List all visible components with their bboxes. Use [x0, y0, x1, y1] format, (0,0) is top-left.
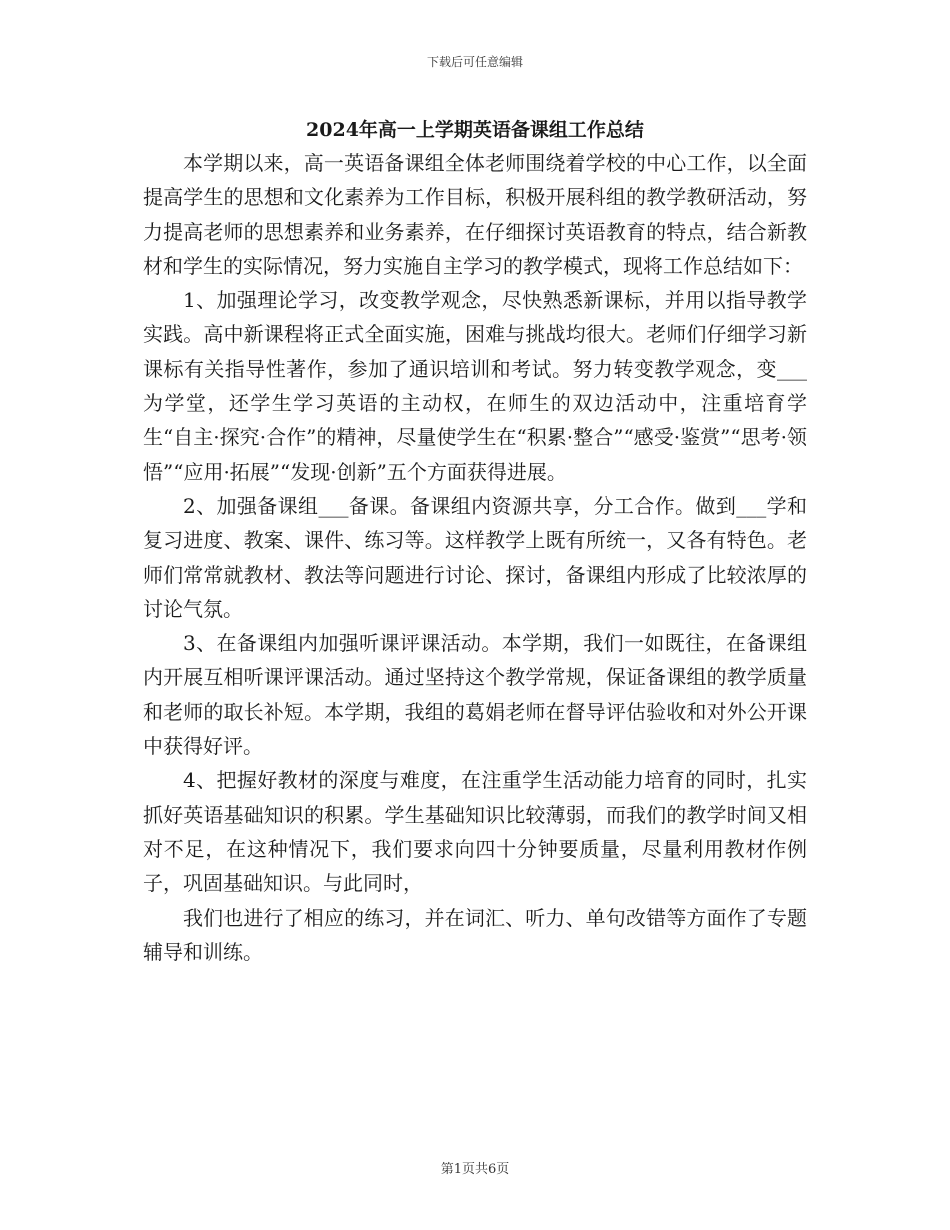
page-header: 下载后可任意编辑 — [426, 55, 523, 69]
intro-paragraph: 本学期以来，高一英语备课组全体老师围绕着学校的中心工作，以全面提高学生的思想和文化素养为工作目标，积极开展科组的教学教研活动，努力提高老师的思想素养和业务素养，在仔细探讨英语教育的特点，结合新教材和学生的实际情况，努力实施自主学习的教学模式，现将工作总结如下： — [143, 151, 807, 278]
document-title: 2024年高一上学期英语备课组工作总结 — [306, 119, 644, 141]
section-2-paragraph: 2、加强备课组___备课。备课组内资源共享，分工合作。做到___学和复习进度、教案、课件、练习等。这样教学上既有所统一，又各有特色。老师们常常就教材、教法等问题进行讨论、探讨，备课组内形成了比较浓厚的讨论气氛。 — [143, 493, 807, 621]
continuation-paragraph: 我们也进行了相应的练习，并在词汇、听力、单句改错等方面作了专题辅导和训练。 — [143, 905, 807, 964]
section-3-paragraph: 3、在备课组内加强听课评课活动。本学期，我们一如既往，在备课组内开展互相听课评课活动。通过坚持这个教学常规，保证备课组的教学质量和老师的取长补短。本学期，我组的葛娟老师在督导评估验收和对外公开课中获得好评。 — [143, 631, 807, 759]
section-4-paragraph: 4、把握好教材的深度与难度，在注重学生活动能力培育的同时，扎实抓好英语基础知识的积累。学生基础知识比较薄弱，而我们的教学时间又相对不足，在这种情况下，我们要求向四十分钟要质量，尽量利用教材作例子，巩固基础知识。与此同时， — [143, 768, 807, 896]
section-1-paragraph: 1、加强理论学习，改变教学观念，尽快熟悉新课标，并用以指导教学实践。高中新课程将正式全面实施，困难与挑战均很大。老师们仔细学习新课标有关指导性著作，参加了通识培训和考试。努力转变教学观念，变___为学堂，还学生学习英语的主动权，在师生的双边活动中，注重培育学生“自主·探究·合作”的精神，尽量使学生在“积累·整合”“感受·鉴赏”“思考·领悟”“应用·拓展”“发现·创新”五个方面获得进展。 — [143, 288, 807, 484]
page-number: 第1页共6页 — [440, 1162, 510, 1177]
document-body — [143, 146, 807, 969]
